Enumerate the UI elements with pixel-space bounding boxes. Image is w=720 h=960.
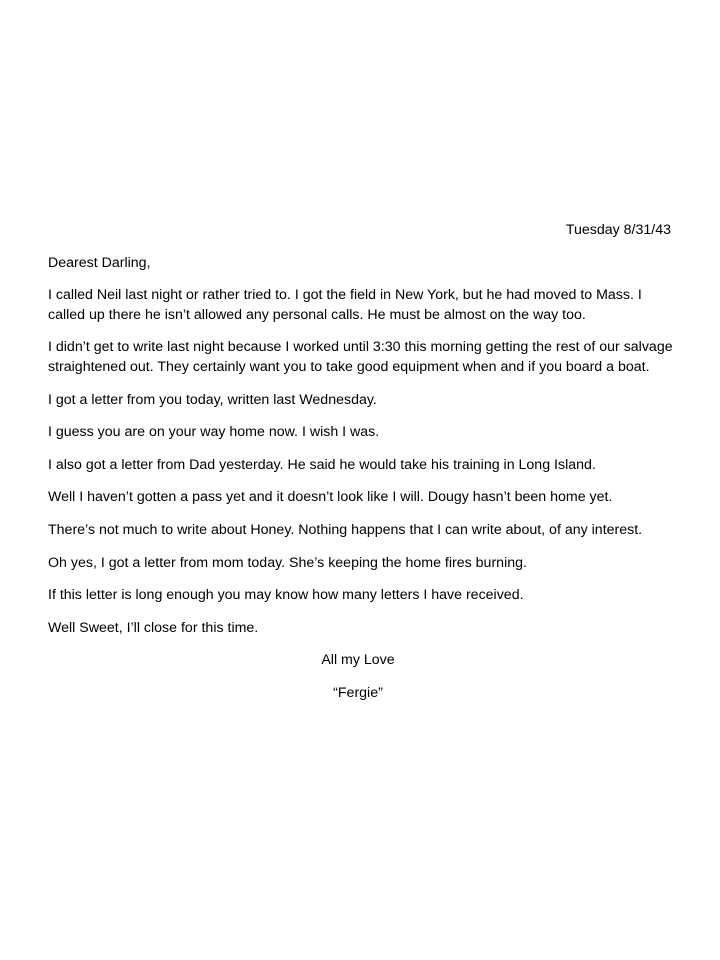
letter-paragraph: I got a letter from you today, written last Wednesday. (48, 391, 377, 408)
letter-paragraph: Well Sweet, I’ll close for this time. (48, 619, 259, 636)
letter-paragraph: If this letter is long enough you may know how many letters I have received. (48, 587, 524, 604)
letter-paragraph: There’s not much to write about Honey. Nothing happens that I can write about, of any interest. (48, 521, 643, 538)
letter-salutation: Dearest Darling, (48, 254, 151, 271)
letter-paragraph: I didn’t get to write last night because I worked until 3:30 this morning getting the rest of our salvage straightened out. They certainly want you to take good equipment when and if you board a boat. (48, 339, 673, 375)
letter-paragraph: I called Neil last night or rather tried to. I got the field in New York, but he had moved to Mass. I called up there he isn’t allowed any personal calls. He must be almost on the way too. (48, 287, 642, 323)
letter-closing: All my Love (321, 652, 395, 669)
letter-paragraph: Oh yes, I got a letter from mom today. She’s keeping the home fires burning. (48, 554, 527, 571)
letter-paragraph: Well I haven’t gotten a pass yet and it doesn’t look like I will. Dougy hasn’t been home yet. (48, 489, 613, 506)
letter-date: Tuesday 8/31/43 (565, 222, 671, 238)
letter-paragraph: I guess you are on your way home now. I wish I was. (48, 424, 380, 441)
letter-body (48, 221, 676, 704)
letter-signature: “Fergie” (333, 684, 383, 701)
letter-paragraph: I also got a letter from Dad yesterday. He said he would take his training in Long Island. (48, 456, 596, 473)
